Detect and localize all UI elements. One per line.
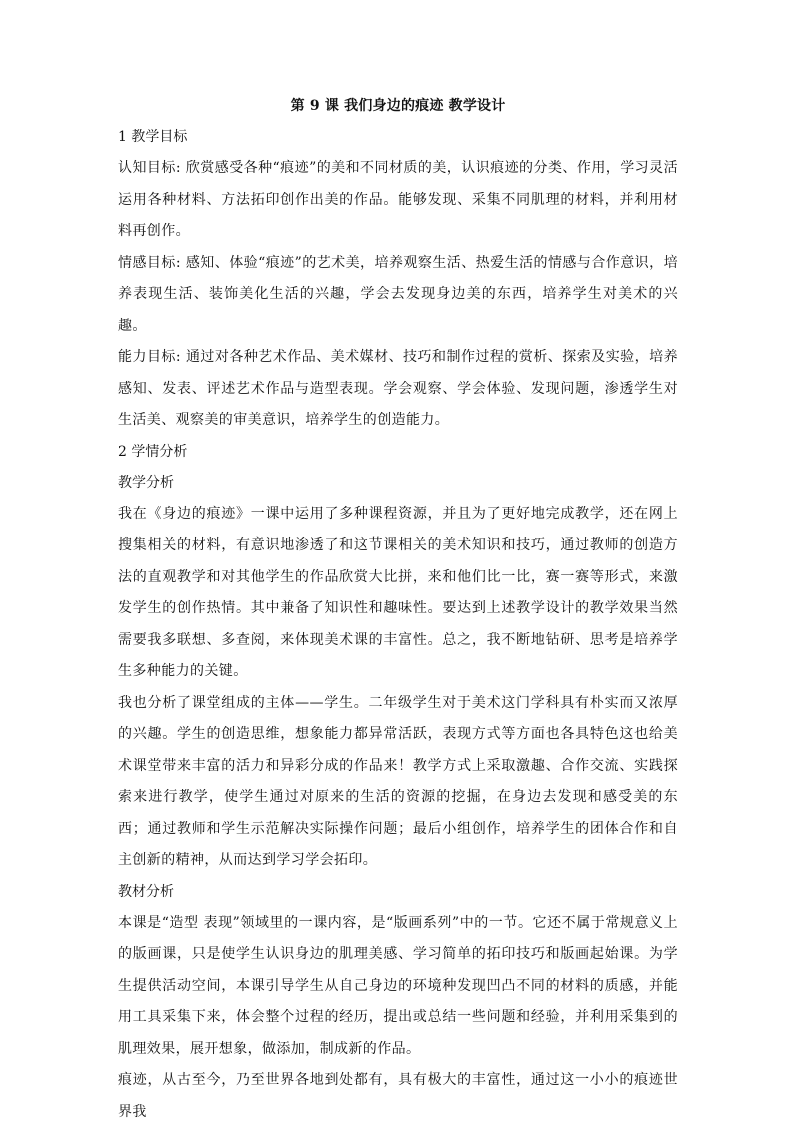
- document-title: 第 9 课 我们身边的痕迹 教学设计: [290, 98, 506, 114]
- paragraph-cognitive-goal: 认知目标: 欣赏感受各种“痕迹”的美和不同材质的美，认识痕迹的分类、作用，学习灵活运用各种材料、方法拓印创作出美的作品。能够发现、采集不同肌理的材料，并利用材料再创作。: [118, 160, 678, 239]
- subheading-material-analysis: 教材分析: [118, 883, 174, 900]
- document-page: [118, 96, 678, 1128]
- paragraph-emotion-goal: 情感目标: 感知、体验“痕迹”的艺术美，培养观察生活、热爱生活的情感与合作意识，培养表现生活、装饰美化生活的兴趣，学会去发现身边美的东西，培养学生对美术的兴趣。: [118, 254, 678, 334]
- section-heading-teaching-goals: 1 教学目标: [118, 129, 188, 145]
- section-heading-learning-analysis: 2 学情分析: [118, 443, 188, 460]
- paragraph-teaching-analysis-2: 我也分析了课堂组成的主体——学生。二年级学生对于美术这门学科具有朴实而又浓厚的兴趣。学生的创造思维，想象能力都异常活跃，表现方式等方面也各具特色这也给美术课堂带来丰富的活力和异彩分成的作品来！教学方式上采取激趣、合作交流、实践探索来进行教学，使学生通过对原来的生活的资源的挖掘，在身边去发现和感受美的东西；通过教师和学生示范解决实际操作问题；最后小组创作，培养学生的团体合作和自主创新的精神，从而达到学习学会拓印。: [118, 694, 678, 868]
- paragraph-teaching-analysis-1: 我在《身边的痕迹》一课中运用了多种课程资源，并且为了更好地完成教学，还在网上搜集相关的材料，有意识地渗透了和这节课相关的美术知识和技巧，通过教师的创造方法的直观教学和对其他学生的作品欣赏大比拼，来和他们比一比，赛一赛等形式，来激发学生的创作热情。其中兼备了知识性和趣味性。要达到上述教学设计的教学效果当然需要我多联想、多查阅，来体现美术课的丰富性。总之，我不断地钻研、思考是培养学生多种能力的关键。: [118, 505, 678, 679]
- subheading-teaching-analysis: 教学分析: [118, 474, 174, 491]
- paragraph-material-analysis-1: 本课是“造型 表现”领域里的一课内容，是“版画系列”中的一节。它还不属于常规意义上的版画课，只是使学生认识身边的肌理美感、学习简单的拓印技巧和版画起始课。为学生提供活动空间，本课引导学生从自己身边的环境种发现凹凸不同的材料的质感，并能用工具采集下来，体会整个过程的经历，提出或总结一些问题和经验，并利用采集到的肌理效果，展开想象，做添加，制成新的作品。: [118, 914, 678, 1057]
- paragraph-ability-goal: 能力目标: 通过对各种艺术作品、美术媒材、技巧和制作过程的赏析、探索及实验，培养感知、发表、评述艺术作品与造型表现。学会观察、学会体验、发现问题，渗透学生对生活美、观察美的审美意识，培养学生的创造能力。: [118, 349, 678, 428]
- paragraph-material-analysis-2: 痕迹，从古至今，乃至世界各地到处都有，具有极大的丰富性，通过这一小小的痕迹世界我: [118, 1072, 678, 1120]
